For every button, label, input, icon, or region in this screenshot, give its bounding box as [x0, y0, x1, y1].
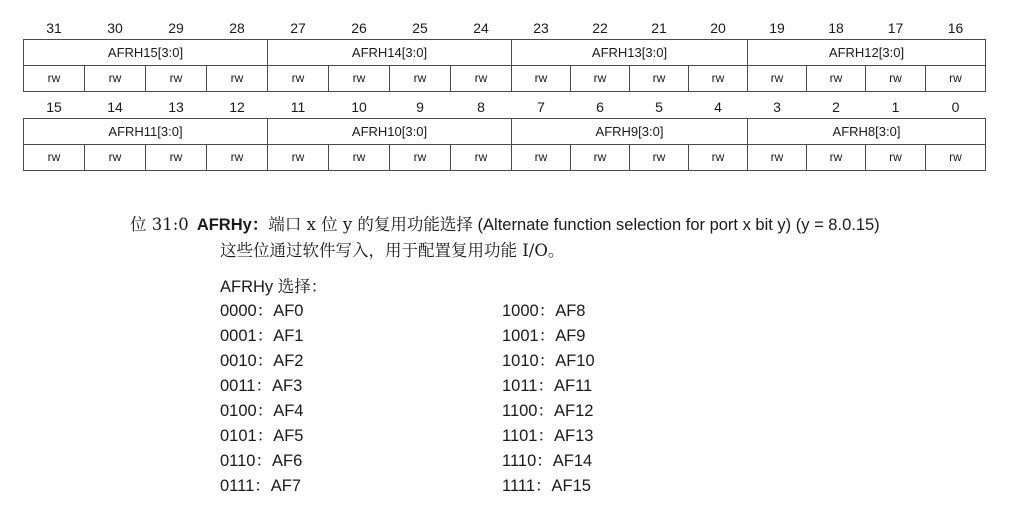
bit-number: 14: [107, 99, 123, 115]
selection-option: 1010：AF10: [502, 352, 595, 370]
bit-number: 20: [710, 20, 726, 36]
selection-option: 1011：AF11: [502, 377, 593, 395]
field-afrh11: AFRH11[3:0]: [24, 119, 268, 145]
register-table-high: [23, 17, 986, 92]
access-cell: rw: [630, 145, 689, 171]
field-description: [130, 212, 880, 263]
selection-option: 0110：AF6: [220, 452, 303, 470]
access-cell: rw: [24, 66, 85, 92]
bit-number: 26: [351, 20, 367, 36]
access-cell: rw: [268, 66, 329, 92]
bit-number: 27: [290, 20, 306, 36]
access-row: [24, 66, 986, 92]
bit-number: 8: [477, 99, 485, 115]
bit-number: 2: [832, 99, 840, 115]
bit-number: 11: [290, 99, 306, 115]
bit-number: 7: [537, 99, 545, 115]
field-afrh10: AFRH10[3:0]: [268, 119, 512, 145]
selection-option: 0101：AF5: [220, 427, 304, 445]
selection-option: 1100：AF12: [502, 402, 594, 420]
bit-number-row: [24, 96, 986, 119]
bit-number: 15: [46, 99, 62, 115]
bit-range: 位 31:0: [130, 215, 189, 234]
bit-number: 24: [473, 20, 489, 36]
access-cell: rw: [329, 145, 390, 171]
bit-number: 4: [714, 99, 722, 115]
access-cell: rw: [85, 145, 146, 171]
access-cell: rw: [512, 145, 571, 171]
field-afrh14: AFRH14[3:0]: [268, 40, 512, 66]
bit-number: 6: [596, 99, 604, 115]
field-afrh8: AFRH8[3:0]: [748, 119, 986, 145]
field-name-row: [24, 119, 986, 145]
bit-number: 19: [769, 20, 785, 36]
access-row: [24, 145, 986, 171]
selection-option: 0000：AF0: [220, 302, 304, 320]
access-cell: rw: [689, 145, 748, 171]
selection-option: 1111：AF15: [502, 477, 591, 495]
field-afrh12: AFRH12[3:0]: [748, 40, 986, 66]
bit-number: 28: [229, 20, 245, 36]
description-en-title: (Alternate function selection for port x bit y) (y = 8.0.15): [477, 216, 880, 234]
bit-number: 12: [229, 99, 245, 115]
access-cell: rw: [748, 145, 807, 171]
field-afrh9: AFRH9[3:0]: [512, 119, 748, 145]
access-cell: rw: [926, 66, 986, 92]
access-cell: rw: [748, 66, 807, 92]
access-cell: rw: [268, 145, 329, 171]
bit-number: 17: [887, 20, 904, 36]
bit-number: 23: [533, 20, 549, 36]
selection-option: 1001：AF9: [502, 327, 586, 345]
bit-number: 18: [828, 20, 844, 36]
bit-number: 1: [891, 99, 900, 115]
access-cell: rw: [571, 145, 630, 171]
access-cell: rw: [807, 66, 866, 92]
access-cell: rw: [451, 66, 512, 92]
bit-number: 5: [655, 99, 663, 115]
access-cell: rw: [451, 145, 512, 171]
bit-number: 22: [592, 20, 608, 36]
bit-number: 25: [412, 20, 428, 36]
bit-number: 21: [651, 20, 667, 36]
selection-option: 0011：AF3: [220, 377, 303, 395]
selection-option: 0010：AF2: [220, 352, 304, 370]
access-cell: rw: [24, 145, 85, 171]
access-cell: rw: [571, 66, 630, 92]
selection-option: 0001：AF1: [220, 327, 304, 345]
access-cell: rw: [926, 145, 986, 171]
bit-number: 16: [947, 20, 964, 36]
access-cell: rw: [512, 66, 571, 92]
field-afrh13: AFRH13[3:0]: [512, 40, 748, 66]
selection-option: 1000：AF8: [502, 302, 586, 320]
bit-number: 30: [107, 20, 123, 36]
description-line-1: [130, 212, 880, 238]
selection-option: 0100：AF4: [220, 402, 304, 420]
access-cell: rw: [390, 145, 451, 171]
bit-number: 10: [351, 99, 367, 115]
access-cell: rw: [207, 66, 268, 92]
bit-number: 3: [773, 99, 781, 115]
access-cell: rw: [689, 66, 748, 92]
access-cell: rw: [146, 66, 207, 92]
selection-options-left: [220, 299, 303, 499]
bit-number: 9: [416, 99, 424, 115]
access-cell: rw: [85, 66, 146, 92]
selection-option: 0111：AF7: [220, 477, 302, 495]
field-name-row: [24, 40, 986, 66]
access-cell: rw: [866, 66, 926, 92]
bit-number-row: [24, 17, 986, 40]
bit-number: 13: [168, 99, 184, 115]
field-name: AFRHy：: [196, 216, 269, 234]
access-cell: rw: [807, 145, 866, 171]
selection-option: 1101：AF13: [502, 427, 594, 445]
selection-title: AFRHy 选择：: [220, 278, 328, 296]
description-cn-title: 端口 x 位 y 的复用功能选择: [268, 215, 473, 234]
bit-number: 0: [951, 99, 960, 115]
selection-options-right: [502, 299, 595, 499]
access-cell: rw: [630, 66, 689, 92]
bit-number: 31: [46, 20, 62, 36]
access-cell: rw: [390, 66, 451, 92]
access-cell: rw: [866, 145, 926, 171]
bit-number: 29: [168, 20, 184, 36]
access-cell: rw: [329, 66, 390, 92]
register-table-low: [23, 96, 986, 171]
access-cell: rw: [146, 145, 207, 171]
selection-option: 1110：AF14: [502, 452, 593, 470]
field-afrh15: AFRH15[3:0]: [24, 40, 268, 66]
access-cell: rw: [207, 145, 268, 171]
description-line-2: 这些位通过软件写入，用于配置复用功能 I/O。: [220, 241, 565, 260]
